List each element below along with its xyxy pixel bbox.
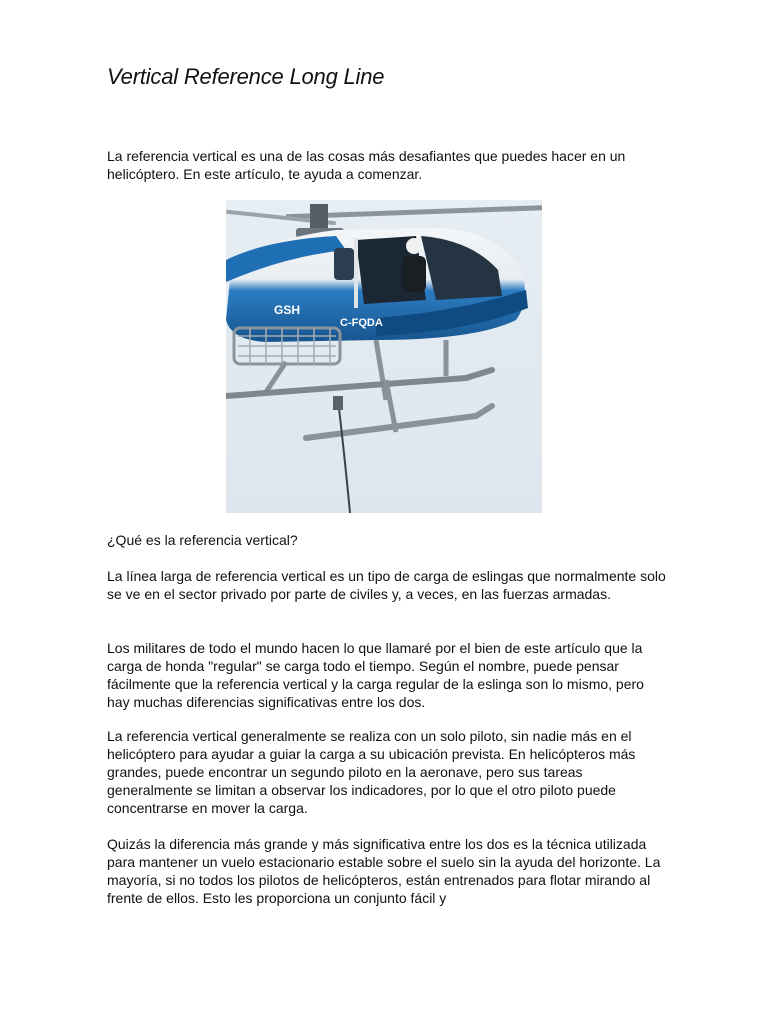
helicopter-photo bbox=[226, 200, 542, 513]
helicopter-registration: C-FQDA bbox=[340, 317, 383, 329]
helicopter-logo: GSH bbox=[274, 303, 301, 317]
paragraph-4: Quizás la diferencia más grande y más significativa entre los dos es la técnica utilizada para mantener un vuelo estacionario estable sobre el suelo sin la ayuda del horizonte. La mayoría, si no todos los pilotos de helicópteros, están entrenados para flotar mirando al frente de ellos. Esto les proporciona un conjunto fácil y bbox=[107, 836, 661, 906]
intro-paragraph: La referencia vertical es una de las cosas más desafiantes que puedes hacer en un helicóptero. En este artículo, te ayuda a comenzar. bbox=[107, 148, 626, 182]
page-title: Vertical Reference Long Line bbox=[107, 64, 385, 89]
paragraph-2: Los militares de todo el mundo hacen lo que llamaré por el bien de este artículo que la carga de honda "regular" se carga todo el tiempo. Según el nombre, puede pensar fácilmente que la referencia vertical y la carga regular de la eslinga son lo mismo, pero hay muchas diferencias significativas entre los dos. bbox=[107, 640, 644, 710]
paragraph-3: La referencia vertical generalmente se realiza con un solo piloto, sin nadie más en el helicóptero para ayudar a guiar la carga a su ubicación prevista. En helicópteros más grandes, puede encontrar un segundo piloto en la aeronave, pero sus tareas generalmente se limitan a observar los indicadores, por lo que el otro piloto puede concentrarse en mover la carga. bbox=[107, 728, 636, 816]
paragraph-1: La línea larga de referencia vertical es un tipo de carga de eslingas que normalmente solo se ve en el sector privado por parte de civiles y, a veces, en las fuerzas armadas. bbox=[107, 568, 666, 602]
section-heading: ¿Qué es la referencia vertical? bbox=[107, 532, 298, 548]
